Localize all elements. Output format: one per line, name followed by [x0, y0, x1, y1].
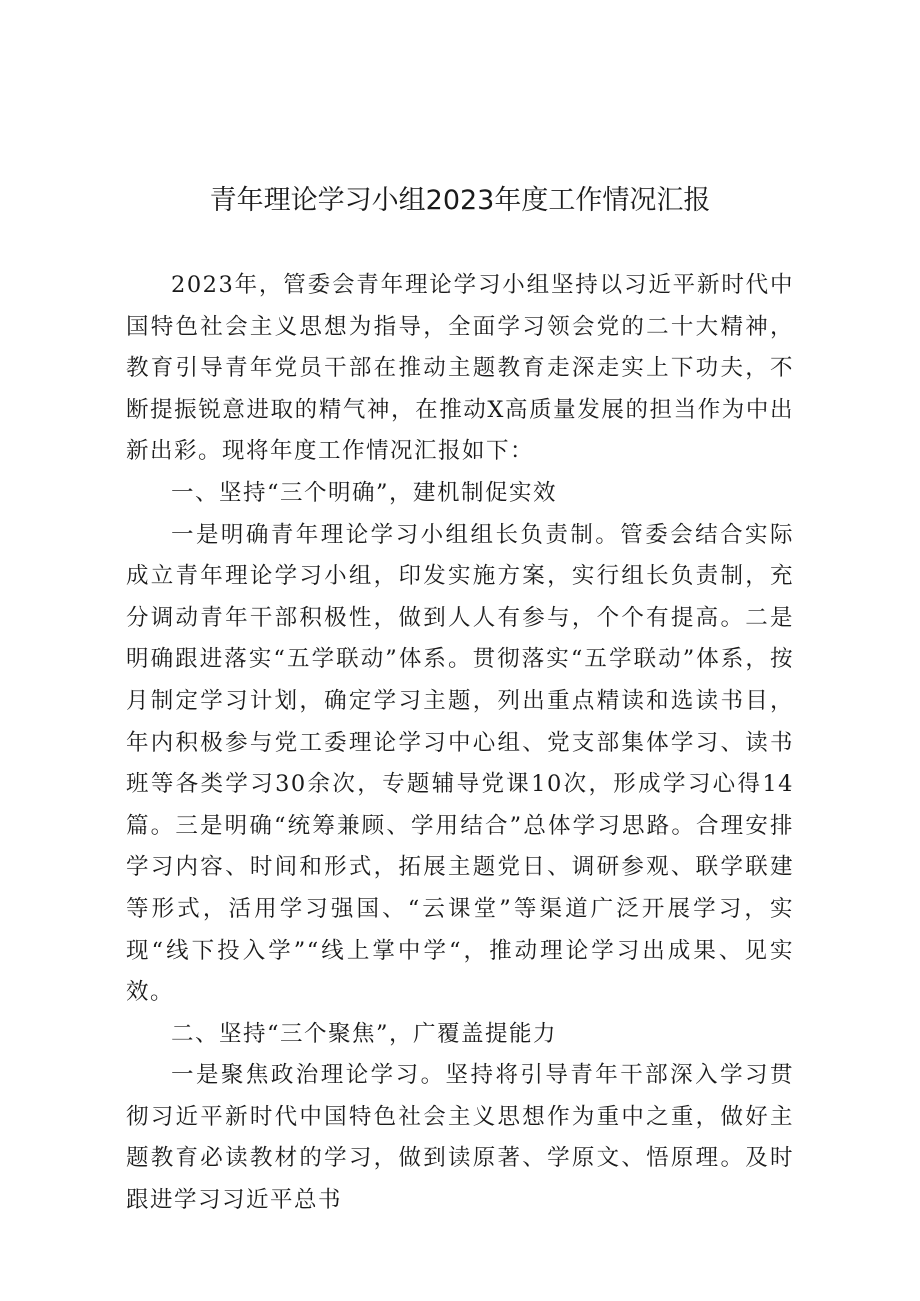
document-title: 青年理论学习小组2023年度工作情况汇报	[209, 185, 711, 216]
section-heading-1: 一、坚持“三个明确”，建机制促实效	[171, 479, 558, 506]
intro-paragraph: 2023年，管委会青年理论学习小组坚持以习近平新时代中国特色社会主义思想为指导，全面学习领会党的二十大精神，教育引导青年党员干部在推动主题教育走深走实上下功夫，不断提振锐意进取的精气神，在推动X高质量发展的担当作为中出新出彩。现将年度工作情况汇报如下：	[126, 272, 794, 465]
document-body	[126, 265, 794, 1222]
section-heading-2: 二、坚持“三个聚焦”，广覆盖提能力	[171, 1020, 558, 1047]
section-1-paragraph: 一是明确青年理论学习小组组长负责制。管委会结合实际成立青年理论学习小组，印发实施方案，实行组长负责制，充分调动青年干部积极性，做到人人有参与，个个有提高。二是明确跟进落实“五学联动”体系。贯彻落实“五学联动”体系，按月制定学习计划，确定学习主题，列出重点精读和选读书目，年内积极参与党工委理论学习中心组、党支部集体学习、读书班等各类学习30余次，专题辅导党课10次，形成学习心得14篇。三是明确“统筹兼顾、学用结合”总体学习思路。合理安排学习内容、时间和形式，拓展主题党日、调研参观、联学联建等形式，活用学习强国、“云课堂”等渠道广泛开展学习，实现“线下投入学”“线上掌中学“，推动理论学习出成果、见实效。	[126, 521, 794, 1006]
section-2-paragraph: 一是聚焦政治理论学习。坚持将引导青年干部深入学习贯彻习近平新时代中国特色社会主义思想作为重中之重，做好主题教育必读教材的学习，做到读原著、学原文、悟原理。及时跟进学习习近平总书	[126, 1062, 794, 1214]
